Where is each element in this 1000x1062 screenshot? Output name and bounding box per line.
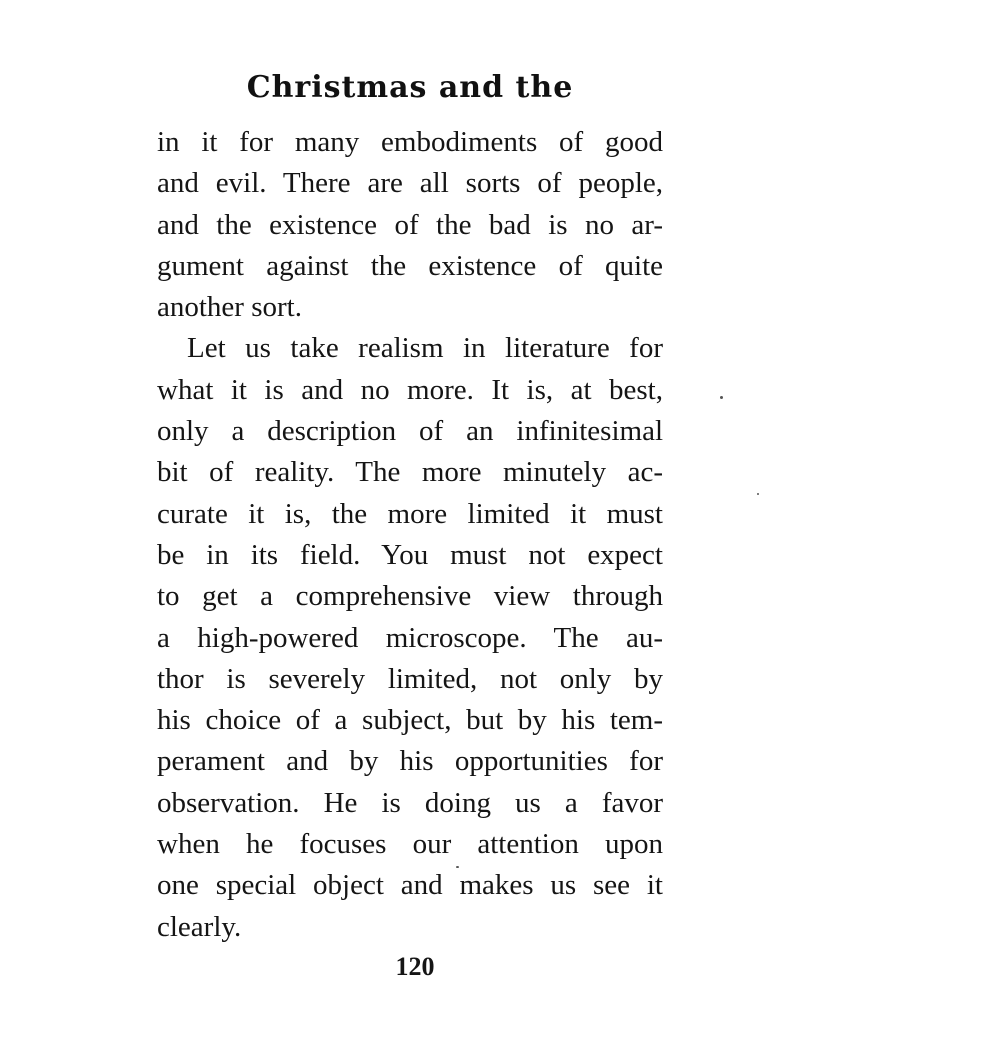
- text-line: clearly.: [157, 910, 242, 943]
- text-line: Let us take realism in literature for: [187, 332, 663, 365]
- text-line: another sort.: [157, 291, 302, 324]
- body-text: [157, 122, 663, 948]
- paragraph: [157, 122, 663, 328]
- text-line: perament and by his opportunities for: [157, 745, 663, 778]
- text-line: and evil. There are all sorts of people,: [157, 167, 663, 200]
- text-line: bit of reality. The more minutely ac-: [157, 456, 663, 489]
- running-head: Christmas and the: [246, 70, 574, 105]
- text-line: observation. He is doing us a favor: [157, 786, 663, 819]
- paragraph: [157, 328, 663, 947]
- text-line: one special object and makes us see it: [157, 869, 663, 902]
- text-line: thor is severely limited, not only by: [157, 662, 663, 695]
- text-line: and the existence of the bad is no ar-: [157, 208, 663, 241]
- text-line: his choice of a subject, but by his tem-: [157, 704, 663, 737]
- text-line: gument against the existence of quite: [157, 249, 663, 282]
- page-number: 120: [395, 952, 435, 981]
- text-line: only a description of an infinitesimal: [157, 415, 663, 448]
- text-line: a high-powered microscope. The au-: [157, 621, 663, 654]
- scan-speck: [720, 396, 723, 399]
- text-line: curate it is, the more limited it must: [157, 497, 663, 530]
- text-line: be in its field. You must not expect: [157, 538, 663, 571]
- scan-speck: [456, 866, 459, 868]
- text-line: what it is and no more. It is, at best,: [157, 373, 663, 406]
- text-line: to get a comprehensive view through: [157, 580, 663, 613]
- text-line: in it for many embodiments of good: [157, 126, 663, 158]
- text-line: when he focuses our attention upon: [157, 828, 663, 861]
- scan-speck: [757, 493, 759, 495]
